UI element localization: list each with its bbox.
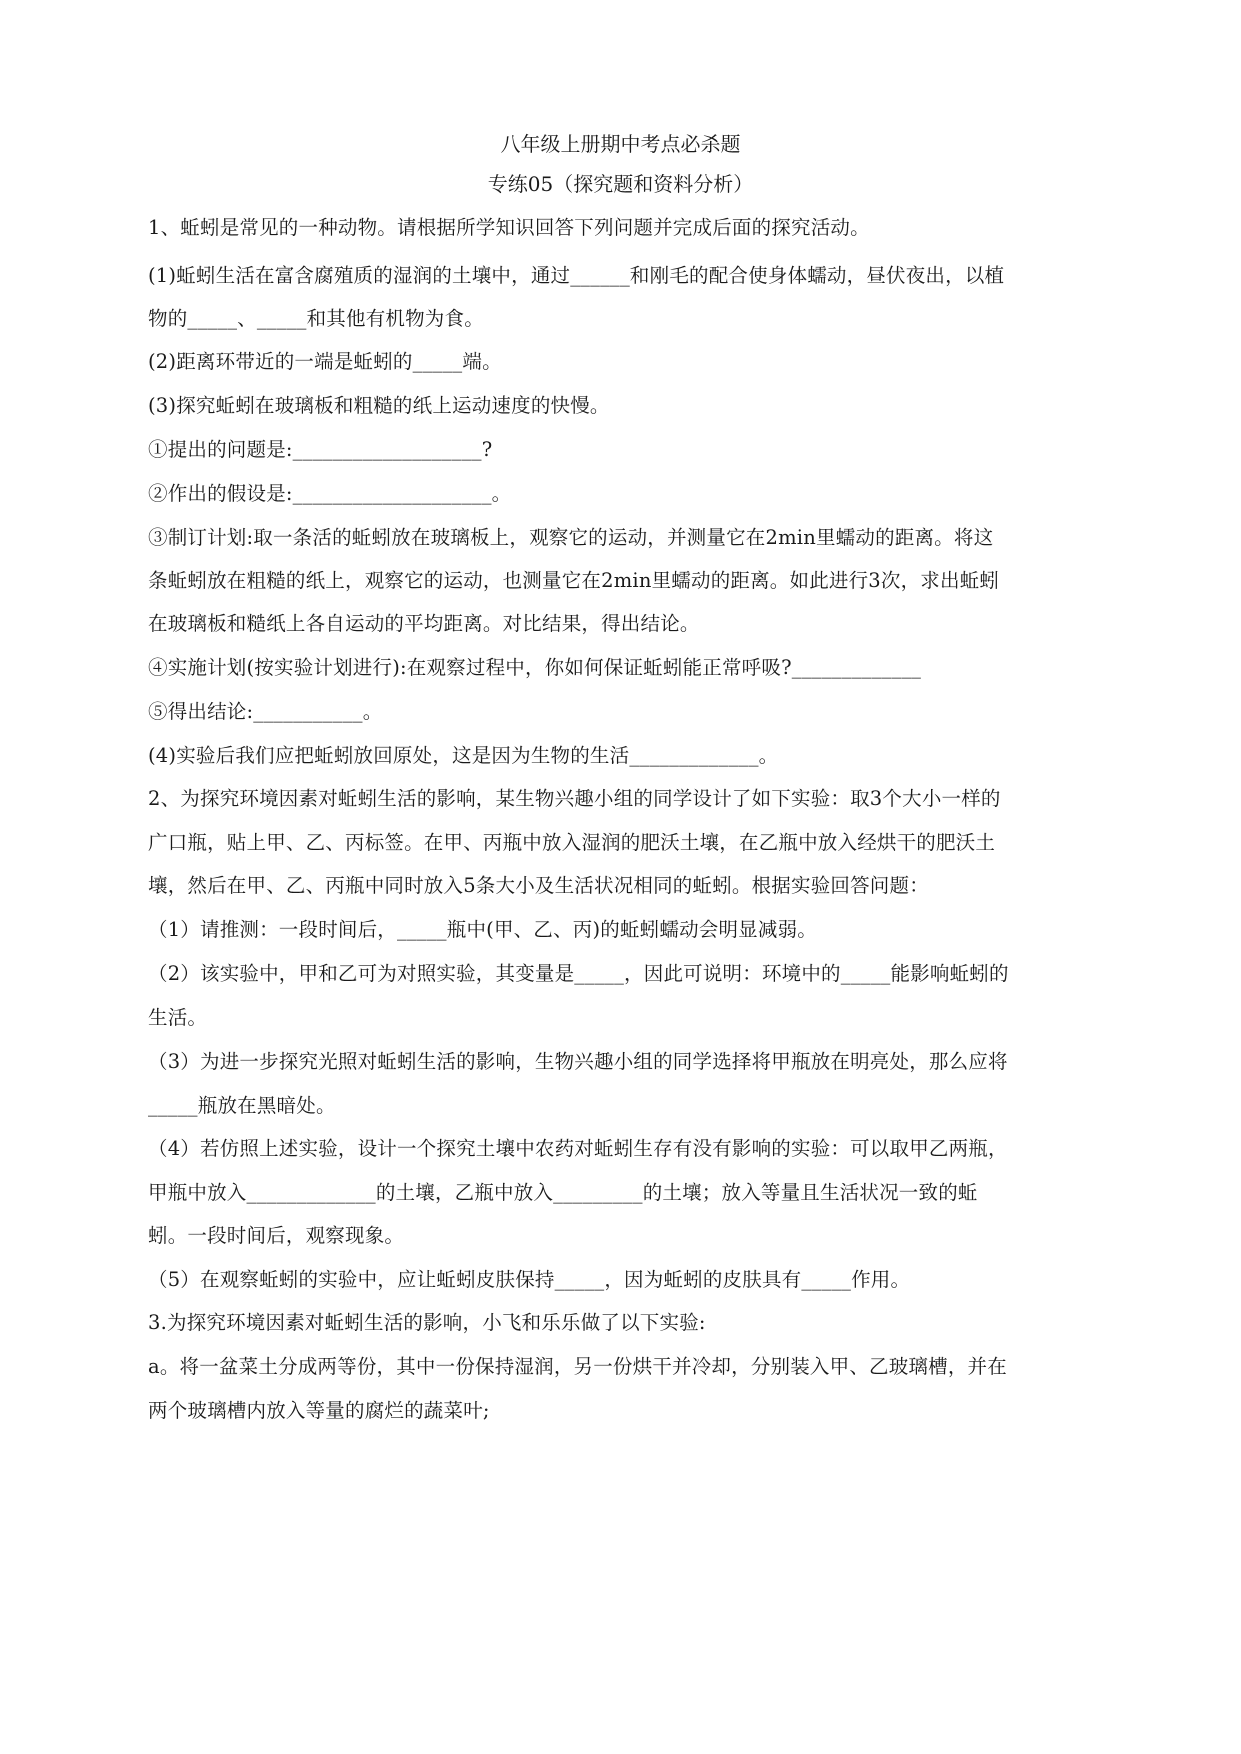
text-line: 甲瓶中放入_____________的土壤，乙瓶中放入_________的土壤；放入等量且生活状况一致的蚯: [148, 1181, 978, 1204]
text-line: (2)距离环带近的一端是蚯蚓的_____端。: [148, 350, 502, 373]
text-line: ④实施计划(按实验计划进行):在观察过程中，你如何保证蚯蚓能正常呼吸?_____________: [148, 656, 922, 679]
text-line: 3.为探究环境因素对蚯蚓生活的影响，小飞和乐乐做了以下实验:: [148, 1311, 706, 1334]
text-line: （3）为进一步探究光照对蚯蚓生活的影响，生物兴趣小组的同学选择将甲瓶放在明亮处，那么应将: [148, 1050, 1008, 1073]
text-line: （1）请推测：一段时间后，_____瓶中(甲、乙、丙)的蚯蚓蠕动会明显减弱。: [148, 918, 817, 941]
text-line: (3)探究蚯蚓在玻璃板和粗糙的纸上运动速度的快慢。: [148, 394, 610, 417]
text-line: 壤，然后在甲、乙、丙瓶中同时放入5条大小及生活状况相同的蚯蚓。根据实验回答问题：: [148, 874, 929, 897]
text-line: （4）若仿照上述实验，设计一个探究土壤中农药对蚯蚓生存有没有影响的实验：可以取甲乙两瓶，: [148, 1137, 1008, 1160]
page-title: 八年级上册期中考点必杀题: [500, 132, 741, 156]
text-line: 物的_____、_____和其他有机物为食。: [148, 307, 484, 330]
text-line: ①提出的问题是:___________________?: [148, 438, 493, 461]
text-line: 2、为探究环境因素对蚯蚓生活的影响，某生物兴趣小组的同学设计了如下实验：取3个大小一样的: [148, 787, 1001, 810]
text-line: (1)蚯蚓生活在富含腐殖质的湿润的土壤中，通过______和刚毛的配合使身体蠕动，昼伏夜出，以植: [148, 264, 1005, 287]
text-line: (4)实验后我们应把蚯蚓放回原处，这是因为生物的生活_____________。: [148, 744, 779, 767]
page-subtitle: 专练05（探究题和资料分析）: [487, 172, 754, 196]
text-line: 1、蚯蚓是常见的一种动物。请根据所学知识回答下列问题并完成后面的探究活动。: [148, 216, 870, 239]
text-line: ③制订计划:取一条活的蚯蚓放在玻璃板上，观察它的运动，并测量它在2min里蠕动的距离。将这: [148, 526, 994, 549]
text-line: a。将一盆菜土分成两等份，其中一份保持湿润，另一份烘干并冷却，分别装入甲、乙玻璃槽，并在: [148, 1355, 1007, 1378]
text-line: 在玻璃板和糙纸上各自运动的平均距离。对比结果，得出结论。: [148, 612, 700, 635]
text-line: 两个玻璃槽内放入等量的腐烂的蔬菜叶;: [148, 1399, 490, 1422]
text-line: 广口瓶，贴上甲、乙、丙标签。在甲、丙瓶中放入湿润的肥沃土壤，在乙瓶中放入经烘干的肥沃土: [148, 831, 996, 854]
text-line: （5）在观察蚯蚓的实验中，应让蚯蚓皮肤保持_____，因为蚯蚓的皮肤具有_____作用。: [148, 1268, 911, 1291]
text-line: 条蚯蚓放在粗糙的纸上，观察它的运动，也测量它在2min里蠕动的距离。如此进行3次，求出蚯蚓: [148, 569, 1000, 592]
text-line: ②作出的假设是:____________________。: [148, 482, 512, 505]
text-line: （2）该实验中，甲和乙可为对照实验，其变量是_____，因此可说明：环境中的_____能影响蚯蚓的: [148, 962, 1009, 985]
text-line: 蚓。一段时间后，观察现象。: [148, 1224, 405, 1247]
text-line: _____瓶放在黑暗处。: [148, 1094, 336, 1117]
text-line: 生活。: [148, 1006, 208, 1029]
text-line: ⑤得出结论:___________。: [148, 700, 383, 723]
